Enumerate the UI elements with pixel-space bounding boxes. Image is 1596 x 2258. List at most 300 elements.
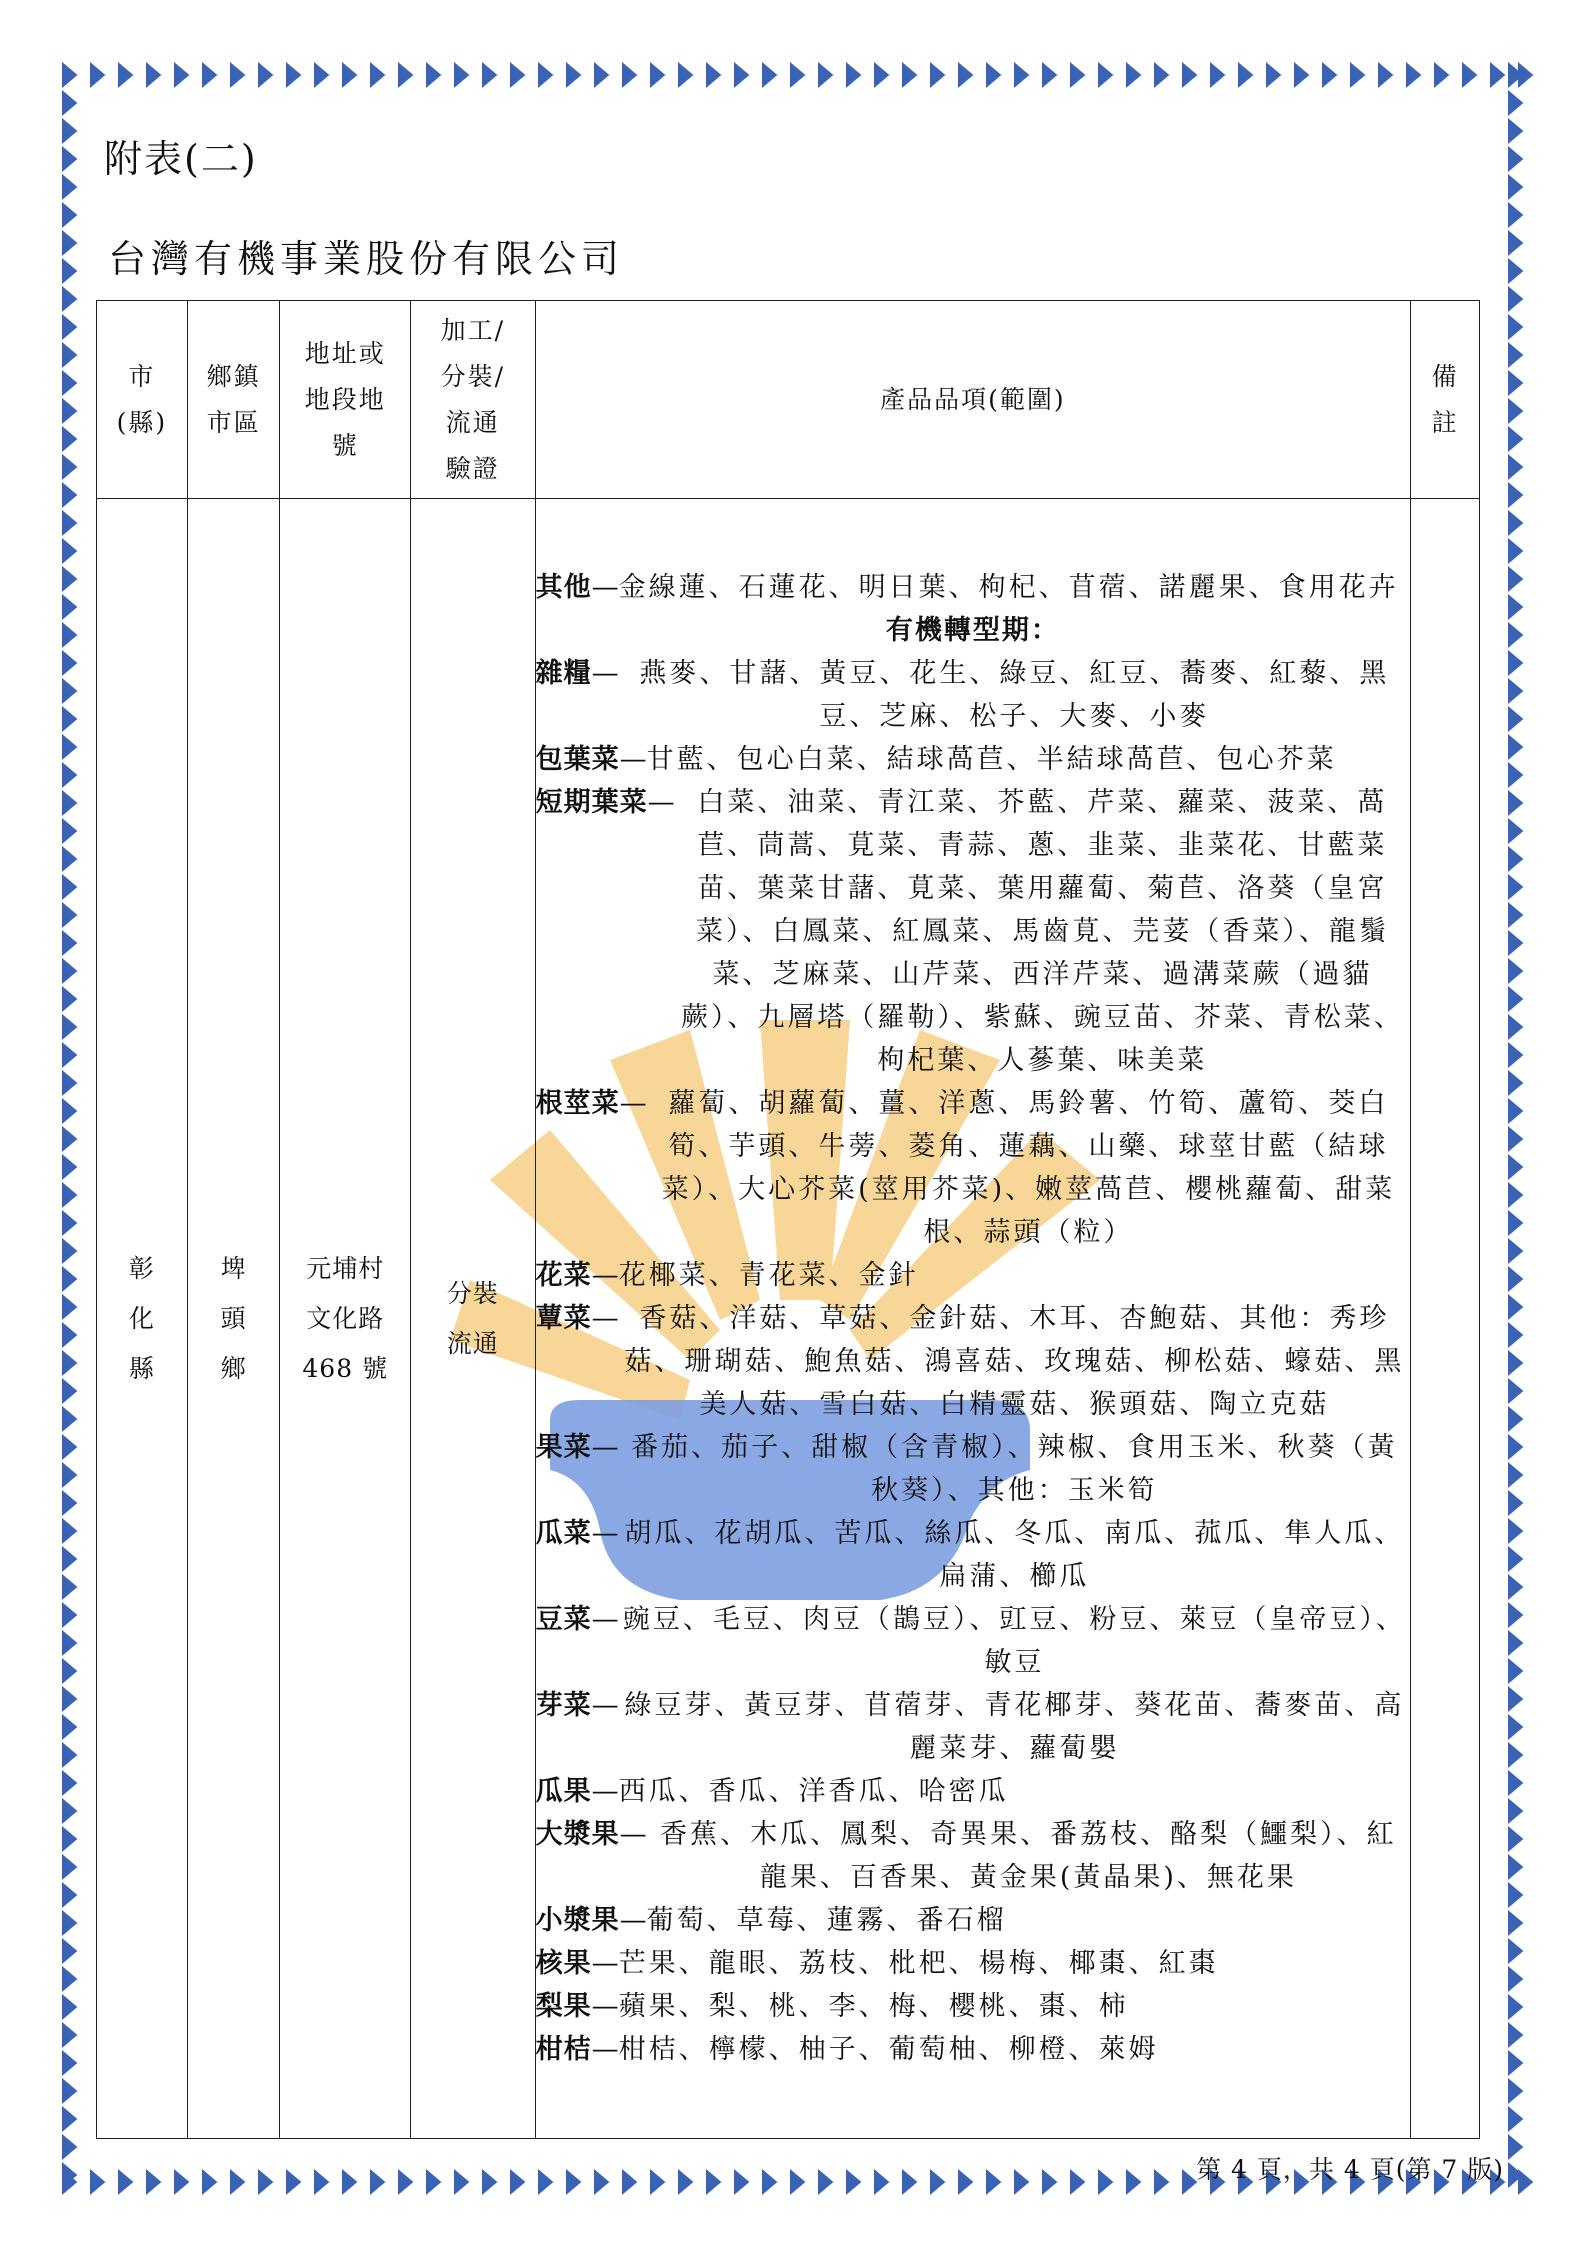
border-ornament — [342, 62, 357, 88]
product-group — [536, 1512, 1411, 1598]
processing-line: 分裝 — [446, 1278, 499, 1308]
product-items: 葡萄、草莓、蓮霧、番石榴 — [646, 1905, 1007, 1936]
border-ornament — [1508, 1322, 1523, 1348]
border-ornament — [398, 2169, 413, 2195]
product-category: 大漿果 — [535, 1819, 620, 1850]
product-group — [536, 1985, 1411, 2028]
product-items: 柑桔、檸檬、柚子、葡萄柚、柳橙、萊姆 — [618, 2034, 1159, 2065]
border-ornament — [1508, 1154, 1523, 1180]
border-ornament — [1508, 1770, 1523, 1796]
transition-label: 有機轉型期： — [885, 615, 1060, 646]
product-items: 甘藍、包心白菜、結球萵苣、半結球萵苣、包心芥菜 — [646, 744, 1337, 775]
product-group — [536, 1598, 1411, 1684]
border-ornament — [62, 1574, 77, 1600]
header-city-line: (縣) — [116, 407, 168, 437]
border-ornament — [62, 2022, 77, 2048]
border-ornament — [958, 62, 973, 88]
border-ornament — [370, 62, 385, 88]
border-ornament — [62, 230, 77, 256]
page-footer: 第 4 頁，共 4 頁(第 7 版) — [1196, 2155, 1504, 2184]
product-category: 柑桔 — [535, 2034, 592, 2065]
product-items: 白菜、油菜、青江菜、芥藍、芹菜、蘿菜、菠菜、萵苣、茼蒿、莧菜、青蒜、蔥、韭菜、韭菜花、甘藍菜苗、葉菜甘藷、莧菜、葉用蘿蔔、菊苣、洛葵（皇宮菜）、白鳳菜、紅鳳菜、馬齒莧、芫荽（香菜）、龍鬚菜、芝麻菜、山芹菜、西洋芹菜、過溝菜蕨（過貓蕨）、九層塔（羅勒）、紫蘇、豌豆苗、芥菜、青松菜、枸杞葉、人蔘葉、味美菜 — [680, 787, 1404, 1076]
border-ornament — [1508, 426, 1523, 452]
border-ornament — [1508, 370, 1523, 396]
border-ornament — [62, 202, 77, 228]
dash-separator: — — [591, 572, 619, 603]
border-ornament — [62, 1994, 77, 2020]
border-ornament — [1508, 734, 1523, 760]
border-ornament — [1126, 2169, 1141, 2195]
address-line: 468 號 — [302, 1353, 389, 1383]
product-items: 香菇、洋菇、草菇、金針菇、木耳、杏鮑菇、其他：秀珍菇、珊瑚菇、鮑魚菇、鴻喜菇、玫瑰菇、柳松菇、蠔菇、黑美人菇、雪白菇、白精靈菇、猴頭菇、陶立克菇 — [624, 1303, 1405, 1420]
border-ornament — [622, 2169, 637, 2195]
dash-separator: — — [619, 1905, 647, 1936]
city-char: 縣 — [128, 1353, 155, 1383]
border-ornament — [1014, 2169, 1029, 2195]
border-ornament — [62, 1154, 77, 1180]
border-ornament — [1508, 902, 1523, 928]
border-ornament — [62, 2134, 77, 2160]
border-ornament — [1508, 90, 1523, 116]
border-ornament — [146, 62, 161, 88]
border-ornament — [1508, 482, 1523, 508]
product-group — [536, 1684, 1411, 1770]
border-ornament — [1508, 1546, 1523, 1572]
border-ornament — [398, 62, 413, 88]
border-ornament — [1098, 62, 1113, 88]
border-ornament — [1508, 846, 1523, 872]
border-ornament — [1378, 62, 1393, 88]
border-ornament — [258, 2169, 273, 2195]
border-ornament — [1154, 62, 1169, 88]
border-ornament — [1098, 2169, 1113, 2195]
border-ornament — [1322, 62, 1337, 88]
border-ornament — [454, 62, 469, 88]
border-ornament — [1508, 1742, 1523, 1768]
border-ornament — [790, 2169, 805, 2195]
border-ornament — [1070, 62, 1085, 88]
header-products — [535, 301, 1411, 499]
header-processing-line: 驗證 — [445, 453, 500, 483]
processing-line: 流通 — [446, 1328, 499, 1358]
header-town-line: 市區 — [206, 407, 261, 437]
border-ornament — [342, 2169, 357, 2195]
border-ornament — [1508, 1490, 1523, 1516]
product-items: 番茄、茄子、甜椒（含青椒）、辣椒、食用玉米、秋葵（黃秋葵）、其他：玉米筍 — [631, 1432, 1398, 1506]
border-ornament — [734, 2169, 749, 2195]
border-ornament — [1508, 342, 1523, 368]
border-ornament — [62, 1098, 77, 1124]
border-ornament — [1508, 986, 1523, 1012]
border-ornament — [62, 678, 77, 704]
header-products-label: 產品品項(範圍) — [880, 384, 1066, 414]
border-ornament — [1508, 622, 1523, 648]
header-address-line: 號 — [331, 430, 359, 460]
product-group — [536, 1297, 1411, 1426]
border-ornament — [62, 146, 77, 172]
address-line: 元埔村 — [306, 1253, 385, 1283]
border-ornament — [1508, 1686, 1523, 1712]
town-char: 鄉 — [220, 1353, 247, 1383]
border-ornament — [1508, 202, 1523, 228]
border-ornament — [1210, 62, 1225, 88]
border-ornament — [90, 2169, 105, 2195]
border-ornament — [1508, 818, 1523, 844]
product-category: 梨果 — [535, 1991, 592, 2022]
border-ornament — [426, 62, 441, 88]
border-ornament — [1508, 930, 1523, 956]
border-ornament — [62, 1882, 77, 1908]
border-ornament — [650, 62, 665, 88]
border-ornament — [1508, 678, 1523, 704]
border-ornament — [1508, 146, 1523, 172]
border-ornament — [62, 1406, 77, 1432]
product-items: 蘿蔔、胡蘿蔔、薑、洋蔥、馬鈴薯、竹筍、蘆筍、茭白筍、芋頭、牛蒡、菱角、蓮藕、山藥、球莖甘藍（結球菜）、大心芥菜(莖用芥菜)、嫩莖萵苣、櫻桃蘿蔔、甜菜根、蒜頭（粒） — [661, 1088, 1396, 1248]
border-ornament — [958, 2169, 973, 2195]
city-char: 化 — [128, 1303, 155, 1333]
border-ornament — [62, 1938, 77, 1964]
border-ornament — [1508, 2022, 1523, 2048]
header-processing-line: 加工/ — [440, 315, 506, 345]
border-ornament — [1238, 62, 1253, 88]
border-ornament — [1508, 594, 1523, 620]
border-ornament — [454, 2169, 469, 2195]
table-row — [97, 499, 1480, 2139]
border-ornament — [1014, 62, 1029, 88]
border-ornament — [1508, 1518, 1523, 1544]
border-ornament — [1434, 62, 1449, 88]
border-ornament — [230, 62, 245, 88]
border-ornament — [1508, 1210, 1523, 1236]
border-ornament — [62, 454, 77, 480]
border-ornament — [1042, 2169, 1057, 2195]
border-ornament — [258, 62, 273, 88]
product-category: 瓜果 — [535, 1776, 592, 1807]
product-category: 花菜 — [535, 1260, 592, 1291]
product-group — [536, 1426, 1411, 1512]
product-group — [536, 1813, 1411, 1899]
product-group — [536, 2028, 1411, 2071]
border-ornament — [118, 62, 133, 88]
dash-separator: — — [591, 2034, 619, 2065]
cell-town — [187, 499, 280, 2139]
header-town-line: 鄉鎮 — [206, 361, 261, 391]
product-items: 香蕉、木瓜、鳳梨、奇異果、番荔枝、酪梨（鱷梨）、紅龍果、百香果、黃金果(黃晶果)、無花果 — [660, 1819, 1397, 1893]
border-ornament — [62, 650, 77, 676]
border-ornament — [594, 2169, 609, 2195]
border-ornament — [538, 62, 553, 88]
border-ornament — [818, 62, 833, 88]
product-category: 芽菜 — [535, 1690, 592, 1721]
header-city-line: 市 — [128, 361, 156, 391]
border-ornament — [62, 1322, 77, 1348]
header-processing — [411, 301, 536, 499]
border-ornament — [426, 2169, 441, 2195]
border-ornament — [62, 566, 77, 592]
border-ornament — [1406, 62, 1421, 88]
border-ornament — [1508, 650, 1523, 676]
border-ornament — [1508, 510, 1523, 536]
border-ornament — [230, 2169, 245, 2195]
border-ornament — [1508, 314, 1523, 340]
border-ornament — [1182, 62, 1197, 88]
header-processing-line: 分裝/ — [440, 361, 506, 391]
border-ornament — [62, 1854, 77, 1880]
border-ornament — [1508, 1658, 1523, 1684]
border-ornament — [846, 2169, 861, 2195]
border-ornament — [482, 2169, 497, 2195]
border-ornament — [62, 1294, 77, 1320]
border-ornament — [1508, 2106, 1523, 2132]
border-ornament — [594, 62, 609, 88]
product-items: 胡瓜、花胡瓜、苦瓜、絲瓜、冬瓜、南瓜、菰瓜、隼人瓜、扁蒲、櫛瓜 — [624, 1518, 1405, 1592]
border-ornament — [62, 958, 77, 984]
border-ornament — [706, 62, 721, 88]
border-ornament — [1508, 1630, 1523, 1656]
border-ornament — [1508, 1854, 1523, 1880]
cell-address — [280, 499, 411, 2139]
border-ornament — [1508, 454, 1523, 480]
border-ornament — [62, 1518, 77, 1544]
border-ornament — [62, 1714, 77, 1740]
border-ornament — [62, 1602, 77, 1628]
dash-separator: — — [591, 1948, 619, 1979]
border-ornament — [1508, 1238, 1523, 1264]
border-ornament — [62, 1070, 77, 1096]
border-ornament — [1350, 62, 1365, 88]
border-ornament — [62, 1266, 77, 1292]
border-ornament — [62, 2050, 77, 2076]
header-remarks-line: 備 — [1431, 361, 1459, 391]
dash-separator: — — [619, 1819, 647, 1850]
product-category: 果菜 — [535, 1432, 592, 1463]
border-ornament — [1508, 1798, 1523, 1824]
border-ornament — [62, 482, 77, 508]
border-ornament — [1508, 1182, 1523, 1208]
border-ornament — [62, 1238, 77, 1264]
border-ornament — [650, 2169, 665, 2195]
cell-products — [535, 499, 1411, 2139]
border-ornament — [902, 62, 917, 88]
border-ornament — [62, 1798, 77, 1824]
border-ornament — [62, 1686, 77, 1712]
city-char: 彰 — [128, 1253, 155, 1283]
dash-separator: — — [591, 1518, 619, 1549]
border-ornament — [62, 1826, 77, 1852]
dash-separator: — — [619, 744, 647, 775]
address-line: 文化路 — [306, 1303, 385, 1333]
border-ornament — [1508, 706, 1523, 732]
border-ornament — [62, 1434, 77, 1460]
border-ornament — [62, 930, 77, 956]
border-ornament — [62, 62, 77, 88]
border-ornament — [62, 174, 77, 200]
border-ornament — [1508, 1994, 1523, 2020]
border-ornament — [62, 1630, 77, 1656]
border-ornament — [706, 2169, 721, 2195]
header-town — [187, 301, 280, 499]
border-ornament — [1508, 762, 1523, 788]
header-address — [280, 301, 411, 499]
product-items: 豌豆、毛豆、肉豆（鵲豆）、豇豆、粉豆、萊豆（皇帝豆）、敏豆 — [622, 1604, 1406, 1678]
border-ornament — [874, 2169, 889, 2195]
product-category: 短期葉菜 — [535, 787, 648, 818]
border-ornament — [62, 1378, 77, 1404]
product-group — [536, 1770, 1411, 1813]
product-group — [536, 1899, 1411, 1942]
border-ornament — [1294, 62, 1309, 88]
header-address-line: 地段地 — [304, 384, 386, 414]
border-ornament — [1508, 1378, 1523, 1404]
border-ornament — [62, 902, 77, 928]
border-ornament — [62, 1126, 77, 1152]
product-items: 花椰菜、青花菜、金針 — [618, 1260, 919, 1291]
dash-separator: — — [591, 1260, 619, 1291]
product-items: 西瓜、香瓜、洋香瓜、哈密瓜 — [618, 1776, 1009, 1807]
border-ornament — [314, 62, 329, 88]
product-category: 包葉菜 — [535, 744, 620, 775]
border-ornament — [1508, 1714, 1523, 1740]
product-category: 其他 — [535, 572, 592, 603]
product-group — [536, 738, 1411, 781]
border-ornament — [62, 734, 77, 760]
border-ornament — [62, 370, 77, 396]
certification-table — [96, 300, 1480, 2139]
border-ornament — [62, 874, 77, 900]
border-ornament — [1266, 62, 1281, 88]
border-ornament — [118, 2169, 133, 2195]
border-ornament — [790, 62, 805, 88]
border-ornament — [62, 1182, 77, 1208]
product-category: 豆菜 — [535, 1604, 592, 1635]
border-ornament — [1508, 874, 1523, 900]
border-ornament — [202, 2169, 217, 2195]
border-ornament — [1508, 538, 1523, 564]
border-ornament — [62, 846, 77, 872]
border-ornament — [1154, 2169, 1169, 2195]
border-ornament — [1508, 1910, 1523, 1936]
border-ornament — [1042, 62, 1057, 88]
product-group — [536, 781, 1411, 1082]
dash-separator: — — [591, 1303, 619, 1334]
dash-separator: — — [591, 1690, 619, 1721]
border-ornament — [986, 2169, 1001, 2195]
border-ornament — [62, 706, 77, 732]
product-group-other — [536, 566, 1411, 609]
dash-separator: — — [591, 1432, 619, 1463]
border-ornament — [62, 1462, 77, 1488]
border-ornament — [62, 818, 77, 844]
border-ornament — [1508, 2078, 1523, 2104]
town-char: 頭 — [220, 1303, 247, 1333]
border-ornament — [1508, 2050, 1523, 2076]
border-ornament — [202, 62, 217, 88]
company-name: 台灣有機事業股份有限公司 — [108, 237, 625, 281]
table-header-row — [97, 301, 1480, 499]
border-ornament — [62, 426, 77, 452]
product-category: 雜糧 — [535, 658, 592, 689]
product-items: 金線蓮、石蓮花、明日葉、枸杞、苜蓿、諾麗果、食用花卉 — [618, 572, 1399, 603]
border-ornament — [62, 1966, 77, 1992]
header-address-line: 地址或 — [304, 338, 386, 368]
product-group — [536, 1942, 1411, 1985]
border-ornament — [62, 594, 77, 620]
border-ornament — [62, 1490, 77, 1516]
border-ornament — [818, 2169, 833, 2195]
border-ornament — [1126, 62, 1141, 88]
border-ornament — [286, 62, 301, 88]
border-ornament — [566, 62, 581, 88]
border-ornament — [146, 2169, 161, 2195]
border-ornament — [1508, 230, 1523, 256]
border-ornament — [1508, 1434, 1523, 1460]
border-ornament — [762, 2169, 777, 2195]
border-ornament — [62, 986, 77, 1012]
border-ornament — [62, 622, 77, 648]
border-ornament — [62, 90, 77, 116]
town-char: 埤 — [220, 1253, 247, 1283]
border-ornament — [510, 62, 525, 88]
border-ornament — [1508, 1098, 1523, 1124]
border-ornament — [1182, 2169, 1197, 2195]
border-ornament — [1508, 566, 1523, 592]
product-group — [536, 1082, 1411, 1254]
border-ornament — [1508, 258, 1523, 284]
border-ornament — [62, 2106, 77, 2132]
product-items: 燕麥、甘藷、黃豆、花生、綠豆、紅豆、蕎麥、紅藜、黑豆、芝麻、松子、大麥、小麥 — [639, 658, 1390, 732]
border-ornament — [1508, 1070, 1523, 1096]
border-ornament — [62, 538, 77, 564]
border-ornament — [62, 1770, 77, 1796]
product-category: 小漿果 — [535, 1905, 620, 1936]
product-category: 瓜菜 — [535, 1518, 592, 1549]
border-ornament — [846, 62, 861, 88]
border-ornament — [90, 62, 105, 88]
border-ornament — [930, 2169, 945, 2195]
border-ornament — [930, 62, 945, 88]
border-ornament — [62, 762, 77, 788]
border-ornament — [1508, 1294, 1523, 1320]
border-ornament — [1490, 62, 1505, 88]
border-ornament — [62, 1042, 77, 1068]
border-ornament — [1508, 1406, 1523, 1432]
border-ornament — [678, 62, 693, 88]
border-ornament — [1508, 118, 1523, 144]
border-ornament — [482, 62, 497, 88]
border-ornament — [1508, 174, 1523, 200]
border-ornament — [62, 258, 77, 284]
border-ornament — [314, 2169, 329, 2195]
product-items: 蘋果、梨、桃、李、梅、櫻桃、棗、柿 — [618, 1991, 1129, 2022]
border-ornament — [1462, 62, 1477, 88]
header-remarks — [1411, 301, 1480, 499]
border-ornament — [1070, 2169, 1085, 2195]
cell-city — [97, 499, 188, 2139]
dash-separator: — — [591, 658, 619, 689]
border-ornament — [622, 62, 637, 88]
product-items: 綠豆芽、黃豆芽、苜蓿芽、青花椰芽、葵花苗、蕎麥苗、高麗菜芽、蘿蔔嬰 — [624, 1690, 1405, 1764]
border-ornament — [62, 118, 77, 144]
border-ornament — [874, 62, 889, 88]
border-ornament — [1508, 1882, 1523, 1908]
border-ornament — [370, 2169, 385, 2195]
border-ornament — [762, 62, 777, 88]
border-ornament — [62, 398, 77, 424]
border-ornament — [62, 1742, 77, 1768]
header-processing-line: 流通 — [445, 407, 500, 437]
border-ornament — [1508, 1574, 1523, 1600]
border-ornament — [62, 1350, 77, 1376]
